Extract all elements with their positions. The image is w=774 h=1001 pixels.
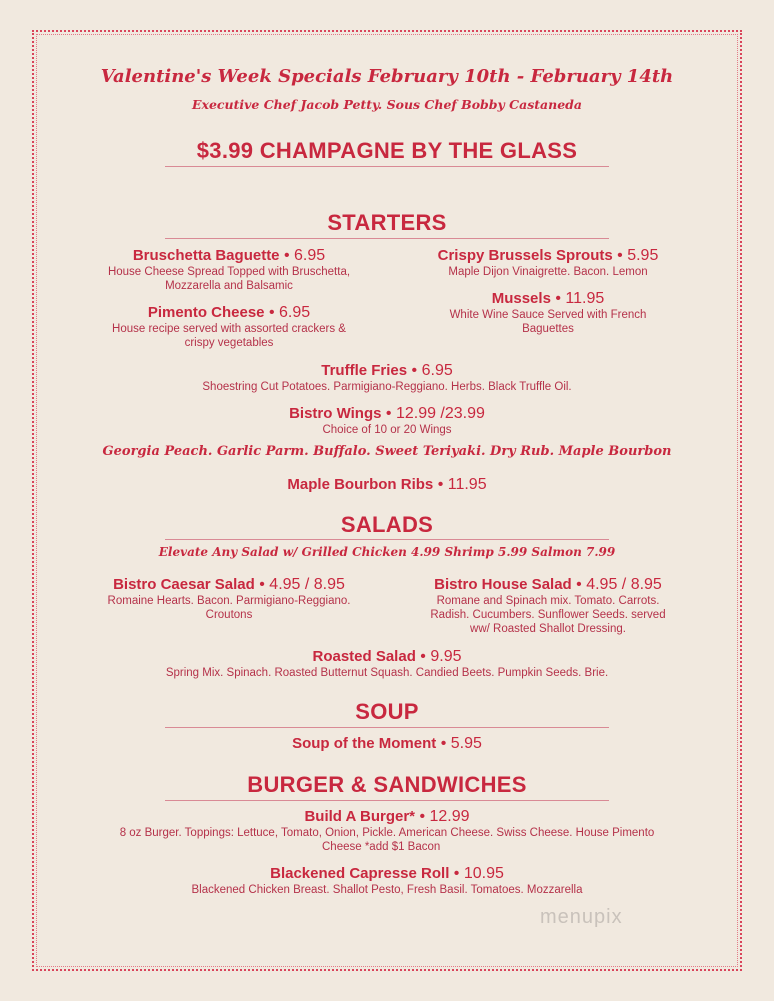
divider (165, 238, 609, 239)
dish-name: Bistro Caesar Salad (113, 576, 255, 593)
dish-name: Pimento Cheese (147, 304, 265, 321)
dish-name: Roasted Salad (312, 648, 416, 665)
divider (165, 166, 609, 167)
dish-price: • 6.95 (407, 362, 453, 379)
chefs-line: Executive Chef Jacob Petty. Sous Chef Bobby Castaneda (192, 97, 582, 112)
dish-description: ww/ Roasted Shallot Dressing. (470, 623, 626, 635)
dish-description: Maple Dijon Vinaigrette. Bacon. Lemon (448, 266, 648, 278)
wing-flavors: Georgia Peach. Garlic Parm. Buffalo. Sweet Teriyaki. Dry Rub. Maple Bourbon (102, 444, 672, 459)
menu-item-house-salad (410, 576, 686, 636)
section-heading-salads: SALADS (340, 512, 434, 537)
menu-item-mussels (420, 290, 676, 336)
section-heading-soup: SOUP (355, 699, 419, 724)
dish-description: Blackened Chicken Breast. Shallot Pesto, Fresh Basil. Tomatoes. Mozzarella (191, 884, 583, 896)
menu-item-soup-of-moment (0, 735, 774, 753)
dish-price: • 6.95 (264, 304, 311, 321)
menu-item-caesar-salad (86, 576, 372, 622)
divider (165, 800, 609, 801)
dish-price: • 5.95 (436, 735, 482, 752)
menu-item-build-a-burger (0, 808, 774, 854)
dish-description: House recipe served with assorted crackers & (112, 323, 346, 335)
dish-price: • 12.99 (415, 808, 470, 825)
dish-description: Choice of 10 or 20 Wings (322, 424, 452, 436)
dish-description: crispy vegetables (184, 337, 274, 349)
menupix-watermark: menupix (540, 906, 623, 928)
divider (165, 727, 609, 728)
section-heading-starters: STARTERS (327, 210, 447, 235)
menu-item-bistro-wings (0, 405, 774, 437)
dish-price: • 6.95 (279, 247, 326, 264)
menu-item-roasted-salad (0, 648, 774, 680)
dish-price: • 5.95 (612, 247, 659, 264)
dish-name: Maple Bourbon Ribs (287, 476, 434, 493)
salad-addon: Elevate Any Salad w/ Grilled Chicken 4.99 Shrimp 5.99 Salmon 7.99 (158, 545, 616, 559)
dish-description: Spring Mix. Spinach. Roasted Butternut Squash. Candied Beets. Pumpkin Seeds. Brie. (165, 667, 609, 679)
dish-price: • 11.95 (433, 476, 487, 493)
menu-item-capresse-roll (0, 865, 774, 897)
dish-name: Crispy Brussels Sprouts (437, 247, 613, 264)
champagne-promo: $3.99 CHAMPAGNE BY THE GLASS (196, 138, 578, 163)
dish-name: Blackened Capresse Roll (270, 865, 450, 882)
dish-description: Romaine Hearts. Bacon. Parmigiano-Reggiano. (107, 595, 351, 607)
dish-description: 8 oz Burger. Toppings: Lettuce, Tomato, Onion, Pickle. American Cheese. Swiss Cheese. House Pimento (119, 827, 655, 839)
dish-name: Bistro Wings (289, 405, 382, 422)
dish-name: Mussels (491, 290, 551, 307)
menu-item-bruschetta (86, 247, 372, 293)
menu-item-truffle-fries (0, 362, 774, 394)
dish-price: • 4.95 / 8.95 (254, 576, 345, 593)
dish-name: Bistro House Salad (434, 576, 572, 593)
divider (165, 539, 609, 540)
dish-description: Cheese *add $1 Bacon (322, 841, 441, 853)
dish-name: Build A Burger* (304, 808, 416, 825)
dish-name: Soup of the Moment (292, 735, 437, 752)
dish-description: White Wine Sauce Served with French (449, 309, 647, 321)
dish-price: • 10.95 (449, 865, 504, 882)
dish-name: Truffle Fries (321, 362, 408, 379)
dish-price: • 12.99 /23.99 (381, 405, 485, 422)
dish-description: Shoestring Cut Potatoes. Parmigiano-Reggiano. Herbs. Black Truffle Oil. (202, 381, 572, 393)
dish-description: Mozzarella and Balsamic (165, 280, 293, 292)
menu-item-maple-ribs (0, 476, 774, 494)
page-title: Valentine's Week Specials February 10th - February 14th (100, 66, 674, 87)
dish-description: Croutons (205, 609, 253, 621)
menu-item-brussels-sprouts (420, 247, 676, 279)
dish-description: Baguettes (522, 323, 574, 335)
dish-description: House Cheese Spread Topped with Bruschetta, (107, 266, 351, 278)
dish-price: • 9.95 (415, 648, 462, 665)
dish-price: • 4.95 / 8.95 (571, 576, 662, 593)
dish-description: Romane and Spinach mix. Tomato. Carrots. (436, 595, 660, 607)
menu-item-pimento-cheese (86, 304, 372, 350)
dish-name: Bruschetta Baguette (132, 247, 280, 264)
dish-description: Radish. Cucumbers. Sunflower Seeds. served (430, 609, 666, 621)
dish-price: • 11.95 (550, 290, 605, 307)
section-heading-burgers: BURGER & SANDWICHES (247, 772, 527, 797)
